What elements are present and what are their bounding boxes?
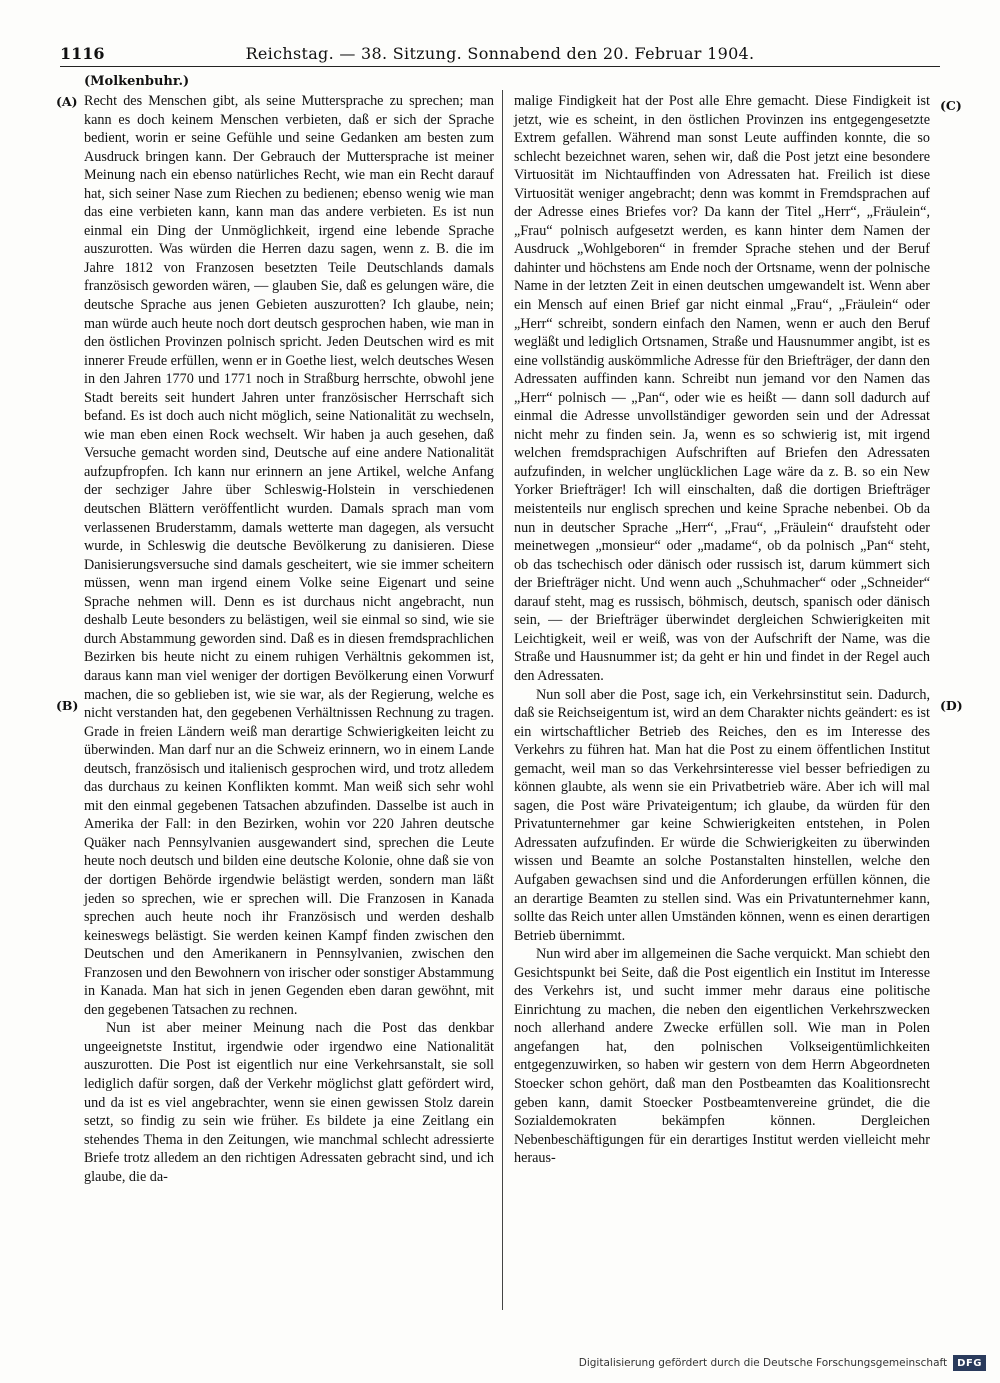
margin-mark-b: (B) [56,698,79,713]
paragraph: Nun ist aber meiner Meinung nach die Post das denkbar ungeeignetste Institut, irgendwie oder irgendwo eine Nationalität auszurotten. Die Post ist eigentlich nur eine Verkehrsanstalt, sie soll lediglich dafür sorgen, daß der Verkehr möglichst glatt gefördert wird, und da ist es viel angebrachter, wenn sie einen gewissen Stolz darein setzt, so findig zu sein wie früher. Es bildete ja eine Zeitlang ein stehendes Thema in den Zeitungen, wie manchmal schlecht adressierte Briefe trotz alledem an den richtigen Adressaten gebracht sind, und ich glaube, die da- [84,1020,494,1185]
paragraph: malige Findigkeit hat der Post alle Ehre gemacht. Diese Findigkeit ist jetzt, wie es scheint, in den östlichen Provinzen ins entgegengesetzte Extrem gefallen. Während man sonst Leute auffinden konnte, die so schlecht bezeichnet waren, sehen wir, daß die Post jetzt eine besondere Virtuosität im Nichtauffinden von Adressaten hat. Freilich ist diese Virtuosität weniger angebracht; denn was kommt in Fremdsprachen auf der Adresse eines Briefes vor? Da kann der Titel „Herr“, „Fräulein“, „Frau“ polnisch aufgesetzt werden, es kann hinter dem Namen der Ausdruck „Wohlgeboren“ in fremder Sprache stehen und der Beruf dahinter und höchstens am Ende noch der Ortsname, wenn der polnische Name in der letzten Zeit in einen deutschen umgewandelt ist. Wenn aber ein Mensch auf einen Brief gar nicht einmal „Frau“, „Fräulein“ oder „Herr“ schreibt, sondern einfach den Namen, wenn er auch den Beruf wegläßt und lediglich Ortsnamen, Straße und Hausnummer angibt, ist es eine vollständig auskömmliche Adresse für den Briefträger, der dann den Adressaten auffinden kann. Schreibt nun jemand vor den Namen das „Herr“ polnisch — „Pan“, oder wie es heißt — dann soll dadurch auf einmal die Adresse unvollständiger geworden sein und der Adressat nicht mehr zu finden sein. Ja, wenn es so schwierig ist, mit irgend welchen fremdsprachigen Aufschriften auf Briefen den Adressaten aufzufinden, in welcher unglücklichen Lage wäre da z. B. so ein New Yorker Briefträger! Ich will einschalten, daß die dortigen Briefträger meistenteils nur englisch sprechen und keine Sprache nebenbei. Ob da nun in deutscher Sprache „Herr“, „Frau“, „Fräulein“ draufsteht oder meinetwegen „monsieur“ oder „madame“, ob da polnisch „Pan“ steht, ob das tschechisch oder dänisch oder russisch ist, darum kümmert sich der Briefträger nicht. Und wenn auch „Schuhmacher“ oder „Schneider“ darauf steht, mag es russisch, böhmisch, deutsch, spanisch oder dänisch sein, — der Briefträger überwindet dergleichen Schwierigkeiten mit Leichtigkeit, weil er weiß, was von der Aufschrift der Name, was die Straße und Hausnummer ist; da geht er hin und findet in der Regel auch den Adressaten. [514,93,930,684]
running-title: Reichstag. — 38. Sitzung. Sonnabend den 20. Februar 1904. [245,44,755,63]
running-header [60,44,940,67]
right-column [514,92,930,1168]
dfg-logo-icon: DFG [953,1355,986,1371]
page-number: 1116 [60,44,105,63]
margin-mark-c: (C) [940,98,962,113]
speaker-name: (Molkenbuhr.) [84,74,190,89]
paragraph: Nun wird aber im allgemeinen die Sache verquickt. Man schiebt den Gesichtspunkt bei Seite, daß die Post eigentlich ein Institut im Interesse des Verkehrs ist, und sucht immer mehr daraus eine politische Einrichtung zu machen, die neben den eigentlichen Verkehrszwecken noch allerhand andere Zwecke erfüllen soll. Wie man in Polen angefangen hat, den polnischen Volkseigentümlichkeiten entgegenzuwirken, so haben wir gestern von dem Herrn Abgeordneten Stoecker schon gehört, daß man den Postbeamten das Koalitionsrecht geben kann, damit Stoecker Postbeamtenvereine gründet, die die Sozialdemokraten bekämpfen können. Dergleichen Nebenbeschäftigungen für ein derartiges Institut werden vielleicht mehr heraus- [514,946,930,1167]
paragraph: Recht des Menschen gibt, als seine Muttersprache zu sprechen; man kann es doch keinem Menschen verbieten, daß er sich der Sprache bedient, worin er seine Gefühle und seine Gedanken am besten zum Ausdruck bringen kann. Der Gebrauch der Muttersprache ist meiner Meinung nach ein ebenso natürliches Recht, wie man ein Recht darauf hat, sich seiner Nase zum Riechen zu bedienen; ebenso wenig wie man das eine verbieten kann, kann man das andere verbieten. Es ist nun einmal ein Ding der Unmöglichkeit, irgend eine lebende Sprache auszurotten. Was würden die Herren dazu sagen, wenn z. B. die im Jahre 1812 von Franzosen besetzten Teile Deutschlands damals französisch geworden wären, — glauben Sie, daß es gelungen wäre, die deutsche Sprache aus jenen Gebieten auszurotten? Ich glaube, nein; man würde auch heute noch dort deutsch gesprochen haben, wie man in den östlichen Provinzen polnisch spricht. Jeden Deutschen wird es mit innerer Freude erfüllen, wenn er in Goethe liest, welch deutsches Wesen in den Jahren 1770 und 1771 noch in Straßburg herrschte, obwohl jene Stadt bereits seit hundert Jahren unter französischer Herrschaft sich befand. Es ist doch auch nicht möglich, seine Nationalität zu wechseln, wie man eben einen Rock wechselt. Wir haben ja auch gesehen, daß Versuche gemacht worden sind, Deutsche auf eine andere Nationalität aufzupfropfen. Ich kann nur erinnern an jene Artikel, welche Anfang der sechziger Jahre über Schleswig-Holstein in verschiedenen deutschen Blättern veröffentlicht wurden. Damals sprach man vom verlassenen Bruderstamm, damals wetterte man dagegen, als versucht wurde, in Schleswig die deutsche Bevölkerung zu danisieren. Diese Danisierungsversuche sind damals gescheitert, wie sie immer scheitern müssen, wenn man irgend einem Volke seine Eigenart und seine Sprache nehmen will. Denn es ist durchaus nicht angebracht, nun deshalb Leute besonders zu belästigen, weil sie einmal so sind, wie sie durch Abstammung geworden sind. Daß es in diesen fremdsprachlichen Bezirken bis heute nicht zu einem ruhigen Verhältnis gekommen ist, daraus kann man viel weniger der dortigen Bevölkerung einen Vorwurf machen, die so geblieben ist, wie sie war, als der Regierung, welche es nicht verstanden hat, den gegebenen Verhältnissen Rechnung zu tragen. Grade in freien Ländern weiß man derartige Schwierigkeiten leicht zu überwinden. Man darf nur an die Schweiz erinnern, wo in einem Lande deutsch, französisch und italienisch gesprochen wird, und trotz alledem das durchaus zu keinen Konflikten kommt. Man weiß sich sehr wohl mit den einmal gegebenen Tatsachen abzufinden. Dasselbe ist auch in Amerika der Fall: in den Bezirken, wohin vor 220 Jahren deutsche Quäker nach Pennsylvanien ausgewandert sind, sprechen die Leute heute noch deutsch und bilden eine deutsche Kolonie, ohne daß sie von der dortigen Behörde irgendwie belästigt werden, sondern man läßt jeden so sprechen, wie er sprechen will. Die Franzosen in Kanada sprechen auch heute noch ihr Französisch und werden deshalb keineswegs belästigt. Sie werden keinen Kampf finden zwischen den Deutschen und den Amerikanern in Pennsylvanien, zwischen den Franzosen und den Bewohnern von irischer oder sonstiger Abstammung in Kanada. Man hat sich in jenen Gegenden eben daran gewöhnt, mit den gegebenen Tatsachen zu rechnen. [84,93,494,1018]
margin-mark-a: (A) [56,94,78,109]
paragraph: Nun soll aber die Post, sage ich, ein Verkehrsinstitut sein. Dadurch, daß sie Reichseigentum ist, wird an dem Charakter nichts geändert: es ist ein wirtschaftlicher Betrieb des Reiches, den es im Interesse des Verkehrs zu führen hat. Man hat die Post zu einem öffentlichen Institut gemacht, weil man so das Verkehrsinteresse viel besser befriedigen zu können glaubte, als wenn sie ein Privatbetrieb wäre. Aber ich will mal sagen, die Post wäre Privateigentum; ich glaube, da würden für den Privatunternehmer gar keine Schwierigkeiten entstehen, in Polen Adressaten aufzufinden. Er würde die Schwierigkeiten zu überwinden wissen und Beamte an solche Postanstalten hinstellen, welche den Aufgaben gewachsen sind und die Anforderungen erfüllen können, die an derartige Beamten zu stellen sind. Was ein Privatunternehmer kann, sollte das Reich unter allen Umständen können, wenn es einen derartigen Betrieb übernimmt. [514,686,930,944]
margin-mark-d: (D) [940,698,963,713]
funding-note: Digitalisierung gefördert durch die Deutsche Forschungsgemeinschaft [578,1357,948,1369]
left-column [84,92,494,1186]
column-divider [502,90,503,1310]
footer [579,1353,986,1373]
